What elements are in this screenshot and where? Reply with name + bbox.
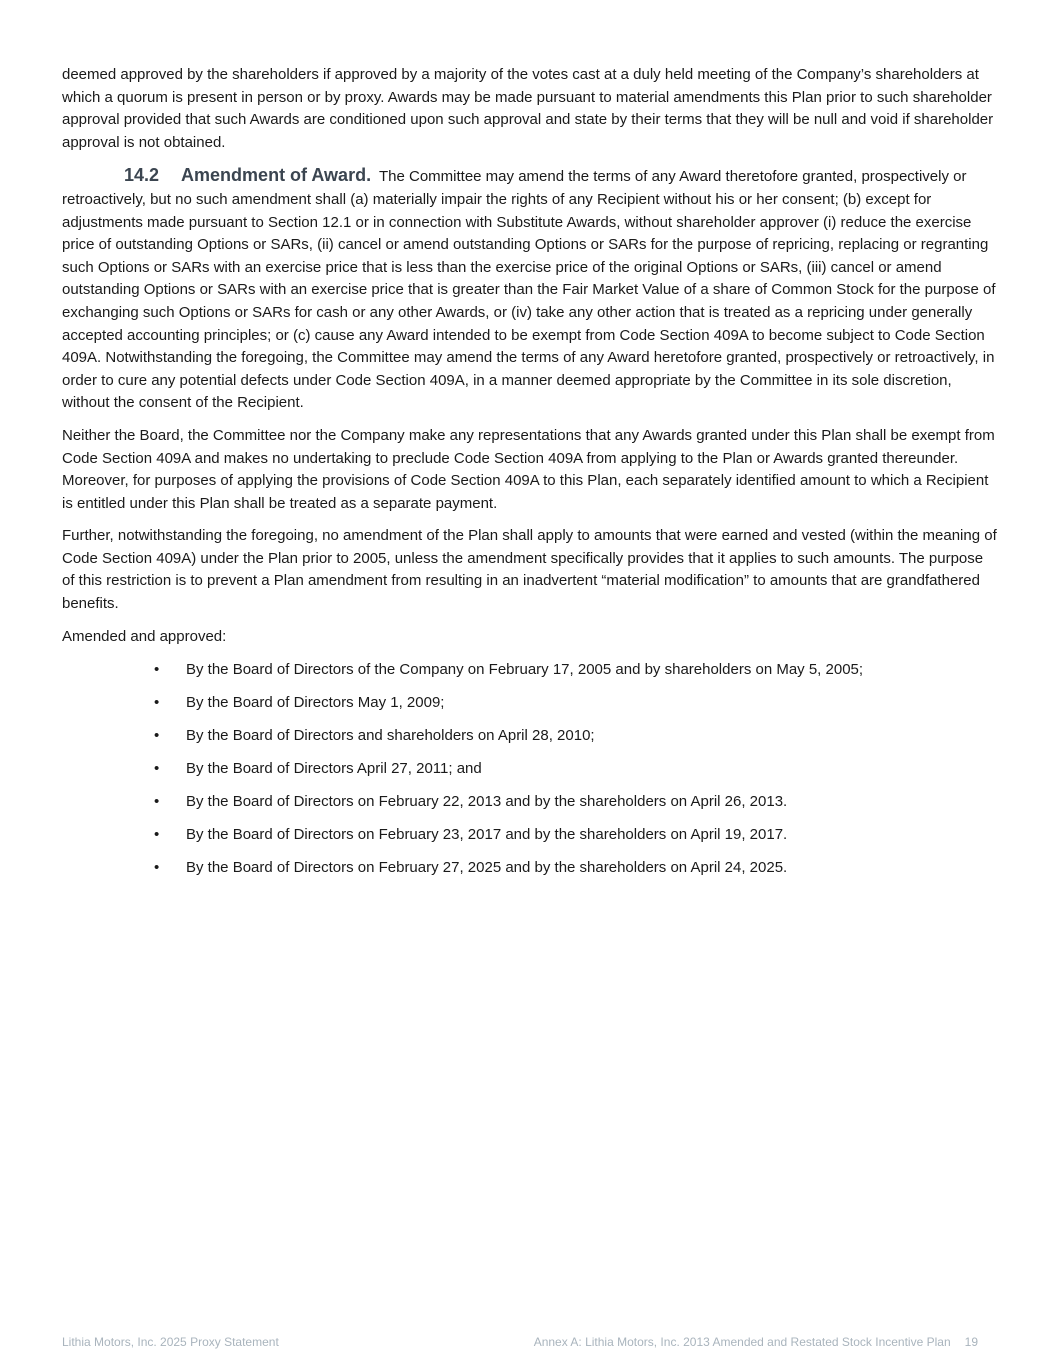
list-item-text: By the Board of Directors on February 23, 2017 and by the shareholders on April 19, 2017. bbox=[186, 826, 788, 844]
paragraph-shareholder-approval: deemed approved by the shareholders if approved by a majority of the votes cast at a duly held meeting of the Company’s shareholders at which a quorum is present in person or by proxy. Awards may be made pursuant to material amendments this Plan prior to such shareholder approval provided that such Awards are conditioned upon such approval and state by their terms that they will be null and void if shareholder approval is not obtained. bbox=[62, 66, 994, 151]
list-item bbox=[154, 824, 998, 846]
list-item bbox=[154, 758, 998, 780]
list-item-text: By the Board of Directors May 1, 2009; bbox=[186, 694, 445, 712]
list-item-text: By the Board of Directors on February 22, 2013 and by the shareholders on April 26, 2013. bbox=[186, 793, 788, 811]
paragraph-409a-representation: Neither the Board, the Committee nor the Company make any representations that any Awards granted under this Plan shall be exempt from Code Section 409A and makes no undertaking to preclude Code Section 409A from applying to the Plan or Awards granted thereunder. Moreover, for purposes of applying the provisions of Code Section 409A to this Plan, each separately identified amount to which a Recipient is entitled under this Plan shall be treated as a separate payment. bbox=[62, 426, 995, 512]
section-14-2 bbox=[62, 164, 998, 415]
section-body: The Committee may amend the terms of any Award theretofore granted, prospectively or retroactively, but no such amendment shall (a) materially impair the rights of any Recipient without his or her consent; (b) except for adjustments made pursuant to Section 12.1 or in connection with Substitute Awards, without shareholder approver (i) reduce the exercise price of outstanding Options or SARs, (ii) cancel or amend outstanding Options or SARs for the purpose of repricing, replacing or regranting such Options or SARs with an exercise price that is less than the exercise price of the original Options or SARs, (iii) cancel or amend outstanding Options or SARs with an exercise price that is greater than the Fair Market Value of a share of Common Stock for the purpose of exchanging such Options or SARs for cash or any other Awards, or (iv) take any other action that is treated as a repricing under generally accepted accounting principles; or (c) cause any Award intended to be exempt from Code Section 409A to become subject to Code Section 409A. Notwithstanding the foregoing, the Committee may amend the terms of any Award heretofore granted, prospectively or retroactively, in order to cure any potential defects under Code Section 409A, in a manner deemed appropriate by the Committee in its sole discretion, without the consent of the Recipient. bbox=[62, 168, 996, 412]
bullet: • bbox=[154, 793, 160, 811]
list-item bbox=[154, 857, 998, 879]
list-item bbox=[154, 659, 998, 681]
list-item bbox=[154, 725, 998, 747]
list-item bbox=[154, 791, 998, 813]
footer-publication: Lithia Motors, Inc. 2025 Proxy Statement bbox=[62, 1335, 279, 1349]
bullet: • bbox=[154, 661, 160, 679]
bullet: • bbox=[154, 859, 160, 877]
amendment-history-list bbox=[62, 659, 998, 879]
bullet: • bbox=[154, 826, 160, 844]
paragraph-amended-approved: Amended and approved: bbox=[62, 627, 227, 645]
bullet: • bbox=[154, 694, 160, 712]
list-item bbox=[154, 692, 998, 714]
list-item-text: By the Board of Directors on February 27, 2025 and by the shareholders on April 24, 2025. bbox=[186, 859, 788, 877]
list-item-text: By the Board of Directors April 27, 2011; and bbox=[186, 760, 482, 778]
section-title: Amendment of Award. bbox=[181, 165, 372, 186]
paragraph-grandfathered-amounts: Further, notwithstanding the foregoing, no amendment of the Plan shall apply to amounts that were earned and vested (within the meaning of Code Section 409A) under the Plan prior to 2005, unless the amendment specifically provides that it applies to such amounts. The purpose of this restriction is to prevent a Plan amendment from resulting in an inadvertent “material modification” to amounts that are grandfathered benefits. bbox=[62, 527, 997, 613]
section-number: 14.2 bbox=[124, 165, 160, 186]
list-item-text: By the Board of Directors of the Company on February 17, 2005 and by shareholders on May 5, 2005; bbox=[186, 661, 864, 679]
footer-annex-title: Annex A: Lithia Motors, Inc. 2013 Amended and Restated Stock Incentive Plan bbox=[533, 1335, 951, 1349]
document-page bbox=[62, 64, 998, 890]
footer-annex bbox=[534, 1335, 978, 1349]
bullet: • bbox=[154, 760, 160, 778]
page-number: 19 bbox=[964, 1335, 978, 1349]
bullet: • bbox=[154, 727, 160, 745]
list-item-text: By the Board of Directors and shareholders on April 28, 2010; bbox=[186, 727, 595, 745]
